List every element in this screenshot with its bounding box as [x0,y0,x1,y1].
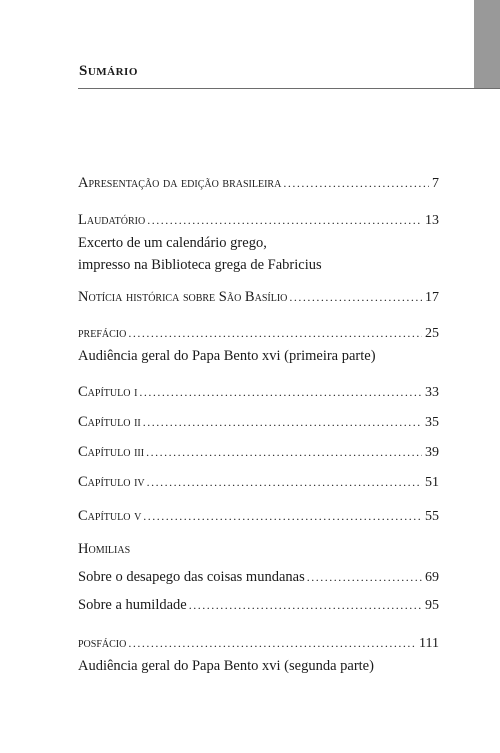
dot-leader [283,172,429,194]
toc-entry-capitulo-4[interactable] [78,471,439,494]
toc-entry-page: 33 [425,385,439,400]
dot-leader [289,286,422,308]
toc-entry-capitulo-5[interactable] [78,505,439,528]
toc-entry-page: 39 [425,445,439,460]
toc-section-title: Homilias [78,541,131,557]
toc-entry-title: Apresentação da edição brasileira [78,175,282,191]
toc-entry-capitulo-2[interactable] [78,411,439,434]
toc-entry-title: Sobre o desapego das coisas mundanas [78,569,305,585]
toc-entry-subtitle: impresso na Biblioteca grega de Fabricius [78,257,322,273]
dot-leader [147,209,422,231]
toc-entry-laudatorio[interactable] [78,209,439,276]
dot-leader [189,594,422,616]
toc-entry-posfacio[interactable] [78,632,439,677]
dot-leader [307,566,422,588]
toc-entry-page: 35 [425,415,439,430]
toc-entry-page: 17 [425,290,439,305]
toc-entry-title: prefácio [78,326,127,341]
toc-entry-subtitle: Audiência geral do Papa Bento xvi (segunda parte) [78,658,374,674]
toc-entry-capitulo-1[interactable] [78,381,439,404]
toc-entry-page: 95 [425,598,439,613]
toc-entry-page: 51 [425,475,439,490]
toc-entry-title: posfácio [78,636,127,651]
toc-entry-title: Capítulo iv [78,474,145,490]
toc-entry-page: 55 [425,509,439,524]
toc-entry-title: Sobre a humildade [78,597,187,613]
heading-rule [78,88,500,89]
toc-entry-desapego[interactable] [78,566,439,589]
toc-entry-page: 7 [432,176,439,191]
dot-leader [143,505,422,527]
page-edge-tab [474,0,500,88]
dot-leader [128,632,416,654]
toc-entry-title: Capítulo ii [78,414,141,430]
dot-leader [128,322,422,344]
dot-leader [147,471,422,493]
toc-entry-page: 13 [425,213,439,228]
toc-entry-capitulo-3[interactable] [78,441,439,464]
toc-section-homilias [78,538,439,560]
toc-entry-title: Capítulo v [78,508,142,524]
toc-entry-subtitle: Audiência geral do Papa Bento xvi (primeira parte) [78,348,376,364]
toc-entry-page: 25 [425,326,439,341]
dot-leader [139,381,422,403]
toc-entry-apresentacao[interactable] [78,172,439,195]
dot-leader [143,411,422,433]
toc-entry-subtitle: Excerto de um calendário grego, [78,235,267,251]
toc-entry-title: Notícia histórica sobre São Basílio [78,289,288,305]
dot-leader [146,441,422,463]
toc-entry-humildade[interactable] [78,594,439,617]
toc-entry-title: Capítulo iii [78,444,145,460]
toc-heading: Sumário [79,63,138,79]
toc-entry-title: Capítulo i [78,384,138,400]
toc-entry-title: Laudatório [78,212,146,228]
toc-entry-noticia[interactable] [78,286,439,309]
toc-entry-page: 111 [419,636,439,651]
toc-entry-prefacio[interactable] [78,322,439,367]
toc-entry-page: 69 [425,570,439,585]
